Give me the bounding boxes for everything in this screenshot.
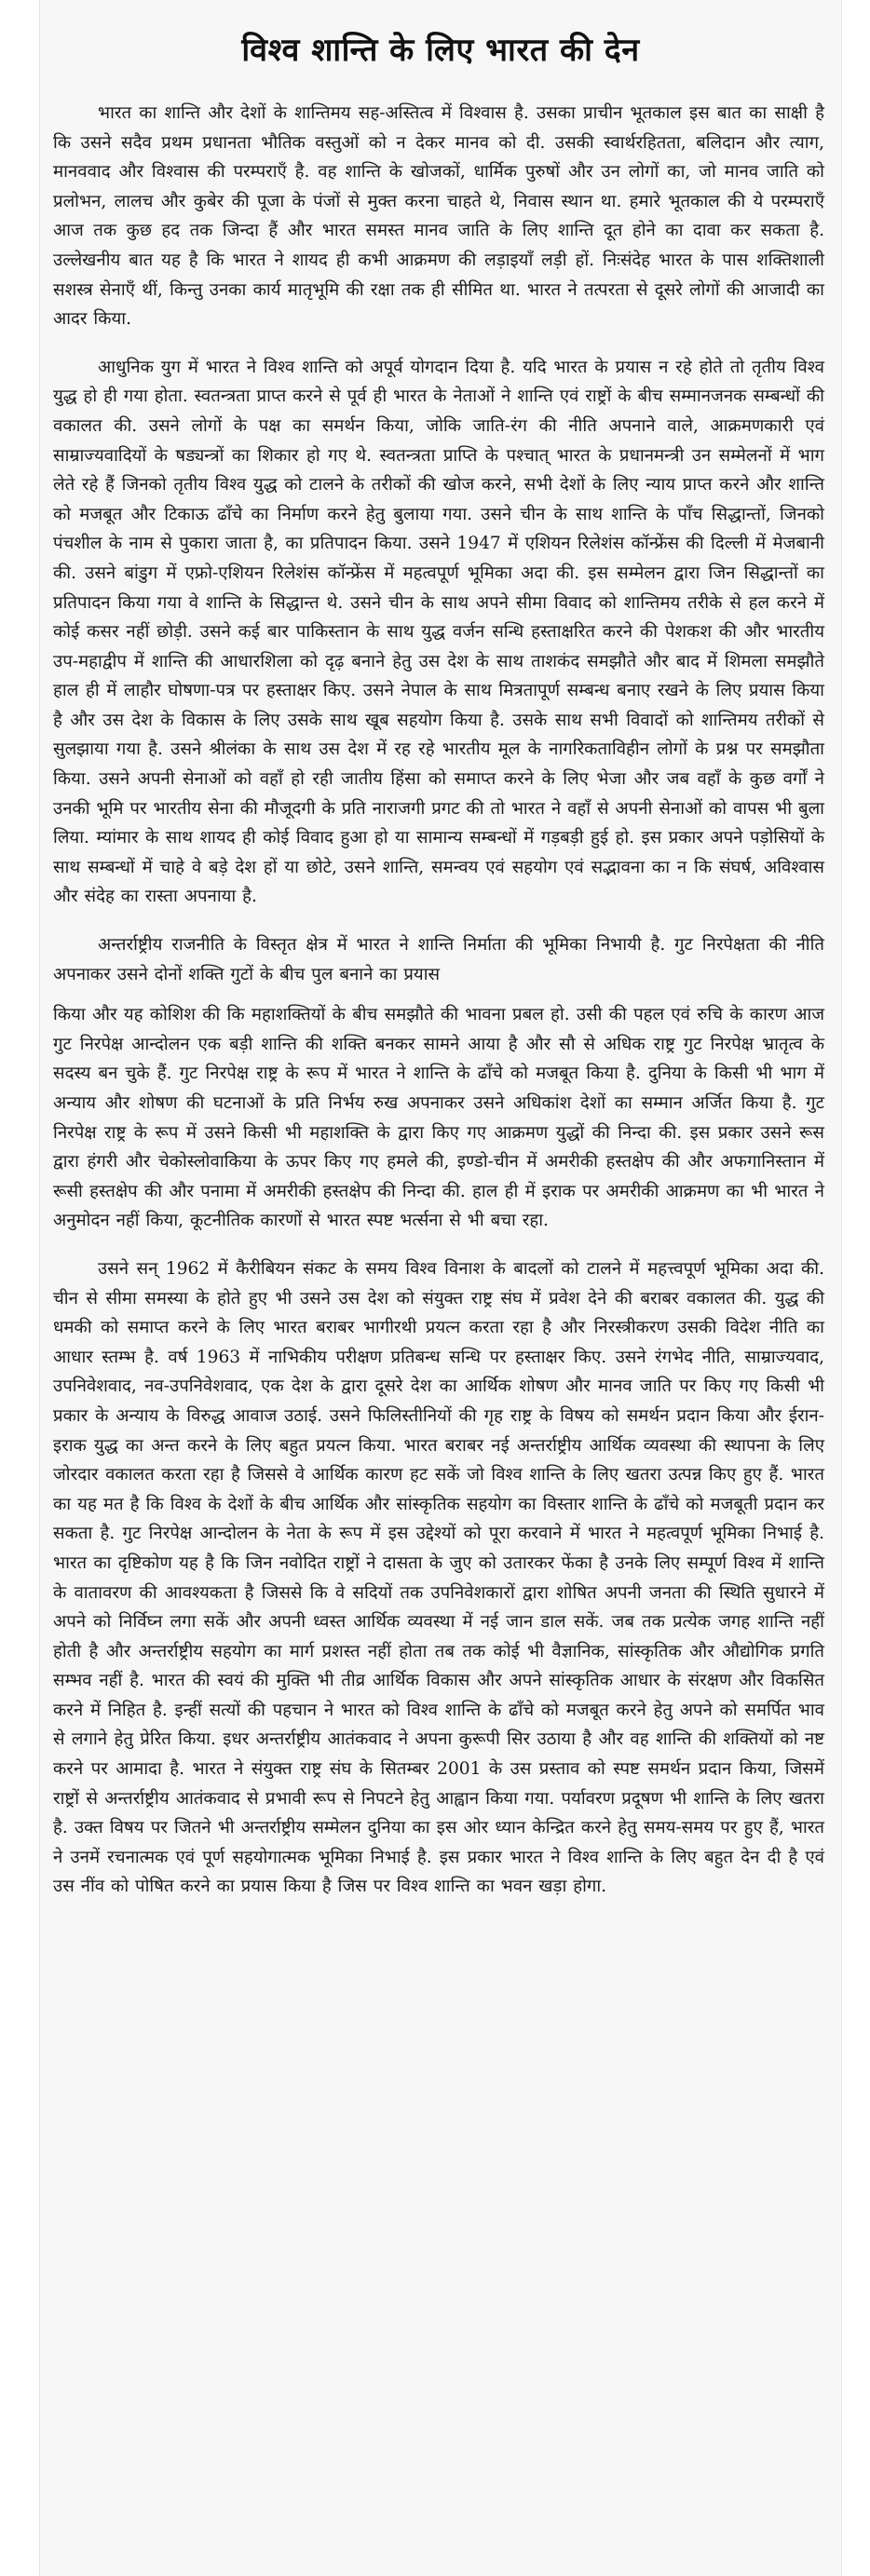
document-page — [39, 0, 842, 2576]
paragraph-3: अन्तर्राष्ट्रीय राजनीति के विस्तृत क्षेत्र में भारत ने शान्ति निर्माता की भूमिका निभायी है. गुट निरपेक्षता की नीति अपनाकर उसने दोनों शक्ति गुटों के बीच पुल बनाने का प्रयास — [53, 935, 824, 984]
article-body — [40, 75, 841, 1902]
paragraph-3-continued: किया और यह कोशिश की कि महाशक्तियों के बीच समझौते की भावना प्रबल हो. उसी की पहल एवं रुचि के कारण आज गुट निरपेक्ष आन्दोलन एक बड़ी शान्ति की शक्ति बनकर सामने आया है और सौ से अधिक राष्ट्र गुट निरपेक्ष भ्रातृत्व के सदस्य बन चुके हैं. गुट निरपेक्ष राष्ट्र के रूप में भारत ने शान्ति के ढाँचे को मजबूत किया है. दुनिया के किसी भी भाग में अन्याय और शोषण की घटनाओं के प्रति निर्भय रुख अपनाकर उसने अधिकांश देशों का सम्मान अर्जित किया है. गुट निरपेक्ष राष्ट्र के रूप में उसने किसी भी महाशक्ति के द्वारा किए गए आक्रमण युद्धों की निन्दा की. इस प्रकार उसने रूस द्वारा हंगरी और चेकोस्लोवाकिया के ऊपर किए गए हमले की, इण्डो-चीन में अमरीकी हस्तक्षेप की और अफगानिस्तान में रूसी हस्तक्षेप की और पनामा में अमरीकी हस्तक्षेप की निन्दा की. हाल ही में इराक पर अमरीकी आक्रमण का भी भारत ने अनुमोदन नहीं किया, कूटनीतिक कारणों से भारत स्पष्ट भर्त्सना से भी बचा रहा. — [53, 1005, 824, 1231]
paragraph-4: उसने सन् 1962 में कैरीबियन संकट के समय विश्व विनाश के बादलों को टालने में महत्त्वपूर्ण भूमिका अदा की. चीन से सीमा समस्या के होते हुए भी उसने उस देश को संयुक्त राष्ट्र संघ में प्रवेश देने की बराबर वकालत की. युद्ध की धमकी को समाप्त करने के लिए भारत बराबर भागीरथी प्रयत्न करता रहा है और निरस्त्रीकरण उसकी विदेश नीति का आधार स्तम्भ है. वर्ष 1963 में नाभिकीय परीक्षण प्रतिबन्ध सन्धि पर हस्ताक्षर किए. उसने रंगभेद नीति, साम्राज्यवाद, उपनिवेशवाद, नव-उपनिवेशवाद, एक देश के द्वारा दूसरे देश का आर्थिक शोषण और मानव जाति पर किए गए किसी भी प्रकार के अन्याय के विरुद्ध आवाज उठाई. उसने फिलिस्तीनियों की गृह राष्ट्र के विषय को समर्थन प्रदान किया और ईरान-इराक युद्ध का अन्त करने के लिए बहुत प्रयत्न किया. भारत बराबर नई अन्तर्राष्ट्रीय आर्थिक व्यवस्था की स्थापना के लिए जोरदार वकालत करता रहा है जिससे वे आर्थिक कारण हट सकें जो विश्व शान्ति के लिए खतरा उत्पन्न किए हुए हैं. भारत का यह मत है कि विश्व के देशों के बीच आर्थिक और सांस्कृतिक सहयोग का विस्तार शान्ति के ढाँचे को मजबूती प्रदान कर सकता है. गुट निरपेक्ष आन्दोलन के नेता के रूप में इस उद्देश्यों को पूरा करवाने में भारत ने महत्वपूर्ण भूमिका निभाई है. भारत का दृष्टिकोण यह है कि जिन नवोदित राष्ट्रों ने दासता के जुए को उतारकर फेंका है उनके लिए सम्पूर्ण विश्व में शान्ति के वातावरण की आवश्यकता है जिससे कि वे सदियों तक उपनिवेशकारों द्वारा शोषित अपनी जनता की स्थिति सुधारने में अपने को निर्विघ्न लगा सकें और अपनी ध्वस्त आर्थिक व्यवस्था में नई जान डाल सकें. जब तक प्रत्येक जगह शान्ति नहीं होती है और अन्तर्राष्ट्रीय सहयोग का मार्ग प्रशस्त नहीं होता तब तक कोई भी वैज्ञानिक, सांस्कृतिक और औद्योगिक प्रगति सम्भव नहीं है. भारत की स्वयं की मुक्ति भी तीव्र आर्थिक विकास और अपने सांस्कृतिक आधार के संरक्षण और विकसित करने में निहित है. इन्हीं सत्यों की पहचान ने भारत को विश्व शान्ति के ढाँचे को मजबूत करने हेतु अपने को समर्पित भाव से लगाने हेतु प्रेरित किया. इधर अन्तर्राष्ट्रीय आतंकवाद ने अपना कुरूपी सिर उठाया है और वह शान्ति की शक्तियों को नष्ट करने पर आमादा है. भारत ने संयुक्त राष्ट्र संघ के सितम्बर 2001 के उस प्रस्ताव को स्पष्ट समर्थन प्रदान किया, जिसमें राष्ट्रों से अन्तर्राष्ट्रीय आतंकवाद से प्रभावी रूप से निपटने हेतु आह्वान किया गया. पर्यावरण प्रदूषण भी शान्ति के लिए खतरा है. उक्त विषय पर जितने भी अन्तर्राष्ट्रीय सम्मेलन दुनिया का इस ओर ध्यान केन्द्रित करने हेतु समय-समय पर हुए हैं, भारत ने उनमें रचनात्मक एवं पूर्ण सहयोगात्मक भूमिका निभाई है. इस प्रकार भारत ने विश्व शान्ति के लिए बहुत देन दी है एवं उस नींव को पोषित करने का प्रयास किया है जिस पर विश्व शान्ति का भवन खड़ा होगा. — [53, 1258, 824, 1897]
paragraph-1: भारत का शान्ति और देशों के शान्तिमय सह-अस्तित्व में विश्वास है. उसका प्राचीन भूतकाल इस बात का साक्षी है कि उसने सदैव प्रथम प्रधानता भौतिक वस्तुओं को न देकर मानव को दी. उसकी स्वार्थरहितता, बलिदान और त्याग, मानववाद और विश्वास की परम्पराएँ है. वह शान्ति के खोजकों, धार्मिक पुरुषों और उन लोगों का, जो मानव जाति को प्रलोभन, लालच और कुबेर की पूजा के पंजों से मुक्त करना चाहते थे, निवास स्थान था. हमारे भूतकाल की ये परम्पराएँ आज तक कुछ हद तक जिन्दा हैं और भारत समस्त मानव जाति के लिए शान्ति दूत होने का दावा कर सकता है. उल्लेखनीय बात यह है कि भारत ने शायद ही कभी आक्रमण की लड़ाइयाँ लड़ी हों. निःसंदेह भारत के पास शक्तिशाली सशस्त्र सेनाएँ थीं, किन्तु उनका कार्य मातृभूमि की रक्षा तक ही सीमित था. भारत ने तत्परता से दूसरे लोगों की आजादी का आदर किया. — [53, 103, 824, 330]
column-break-spacer — [53, 989, 824, 1000]
paragraph-2: आधुनिक युग में भारत ने विश्व शान्ति को अपूर्व योगदान दिया है. यदि भारत के प्रयास न रहे होते तो तृतीय विश्व युद्ध हो ही गया होता. स्वतन्त्रता प्राप्त करने से पूर्व ही भारत के नेताओं ने शान्ति एवं राष्ट्रों के बीच सम्मानजनक सम्बन्धों की वकालत की. उसने लोगों के पक्ष का समर्थन किया, जोकि जाति-रंग की नीति अपनाने वाले, आक्रमणकारी एवं साम्राज्यवादियों के षड्यन्त्रों का शिकार हो गए थे. स्वतन्त्रता प्राप्ति के पश्चात् भारत के प्रधानमन्त्री उन सम्मेलनों में भाग लेते रहे हैं जिनको तृतीय विश्व युद्ध को टालने के तरीकों की खोज करने, सभी देशों के लिए न्याय प्राप्त करने और शान्ति को मजबूत और टिकाऊ ढाँचे का निर्माण करने हेतु बुलाया गया. उसने चीन के साथ शान्ति के पाँच सिद्धान्तों, जिनको पंचशील के नाम से पुकारा जाता है, का प्रतिपादन किया. उसने 1947 में एशियन रिलेशंस कॉन्फ्रेंस की दिल्ली में मेजबानी की. उसने बांडुग में एफ्रो-एशियन रिलेशंस कॉन्फ्रेंस में महत्वपूर्ण भूमिका अदा की. इस सम्मेलन द्वारा जिन सिद्धान्तों का प्रतिपादन किया गया वे शान्ति के सिद्धान्त थे. उसने चीन के साथ अपने सीमा विवाद को शान्तिमय तरीके से हल करने में कोई कसर नहीं छोड़ी. उसने कई बार पाकिस्तान के साथ युद्ध वर्जन सन्धि हस्ताक्षरित करने की पेशकश की और भारतीय उप-महाद्वीप में शान्ति की आधारशिला को दृढ़ बनाने हेतु उस देश के साथ ताशकंद समझौते और बाद में शिमला समझौते हाल ही में लाहौर घोषणा-पत्र पर हस्ताक्षर किए. उसने नेपाल के साथ मित्रतापूर्ण सम्बन्ध बनाए रखने के लिए प्रयास किया है और उस देश के विकास के लिए उसके साथ खूब सहयोग किया है. उसके साथ सभी विवादों को शान्तिमय तरीकों से सुलझाया गया है. उसने श्रीलंका के साथ उस देश में रह रहे भारतीय मूल के नागरिकताविहीन लोगों के प्रश्न पर समझौता किया. उसने अपनी सेनाओं को वहाँ हो रही जातीय हिंसा को समाप्त करने के लिए भेजा और जब वहाँ के कुछ वर्गों ने उनकी भूमि पर भारतीय सेना की मौजूदगी के प्रति नाराजगी प्रगट की तो भारत ने वहाँ से अपनी सेनाओं को वापस भी बुला लिया. म्यांमार के साथ शायद ही कोई विवाद हुआ हो या सामान्य सम्बन्धों में गड़बड़ी हुई हो. इस प्रकार अपने पड़ोसियों के साथ सम्बन्धों में चाहे वे बड़े देश हों या छोटे, उसने शान्ति, समन्वय एवं सहयोग एवं सद्भावना का न कि संघर्ष, अविश्वास और संदेह का रास्ता अपनाया है. — [53, 357, 824, 907]
page-title: विश्व शान्ति के लिए भारत की देन — [241, 32, 640, 69]
